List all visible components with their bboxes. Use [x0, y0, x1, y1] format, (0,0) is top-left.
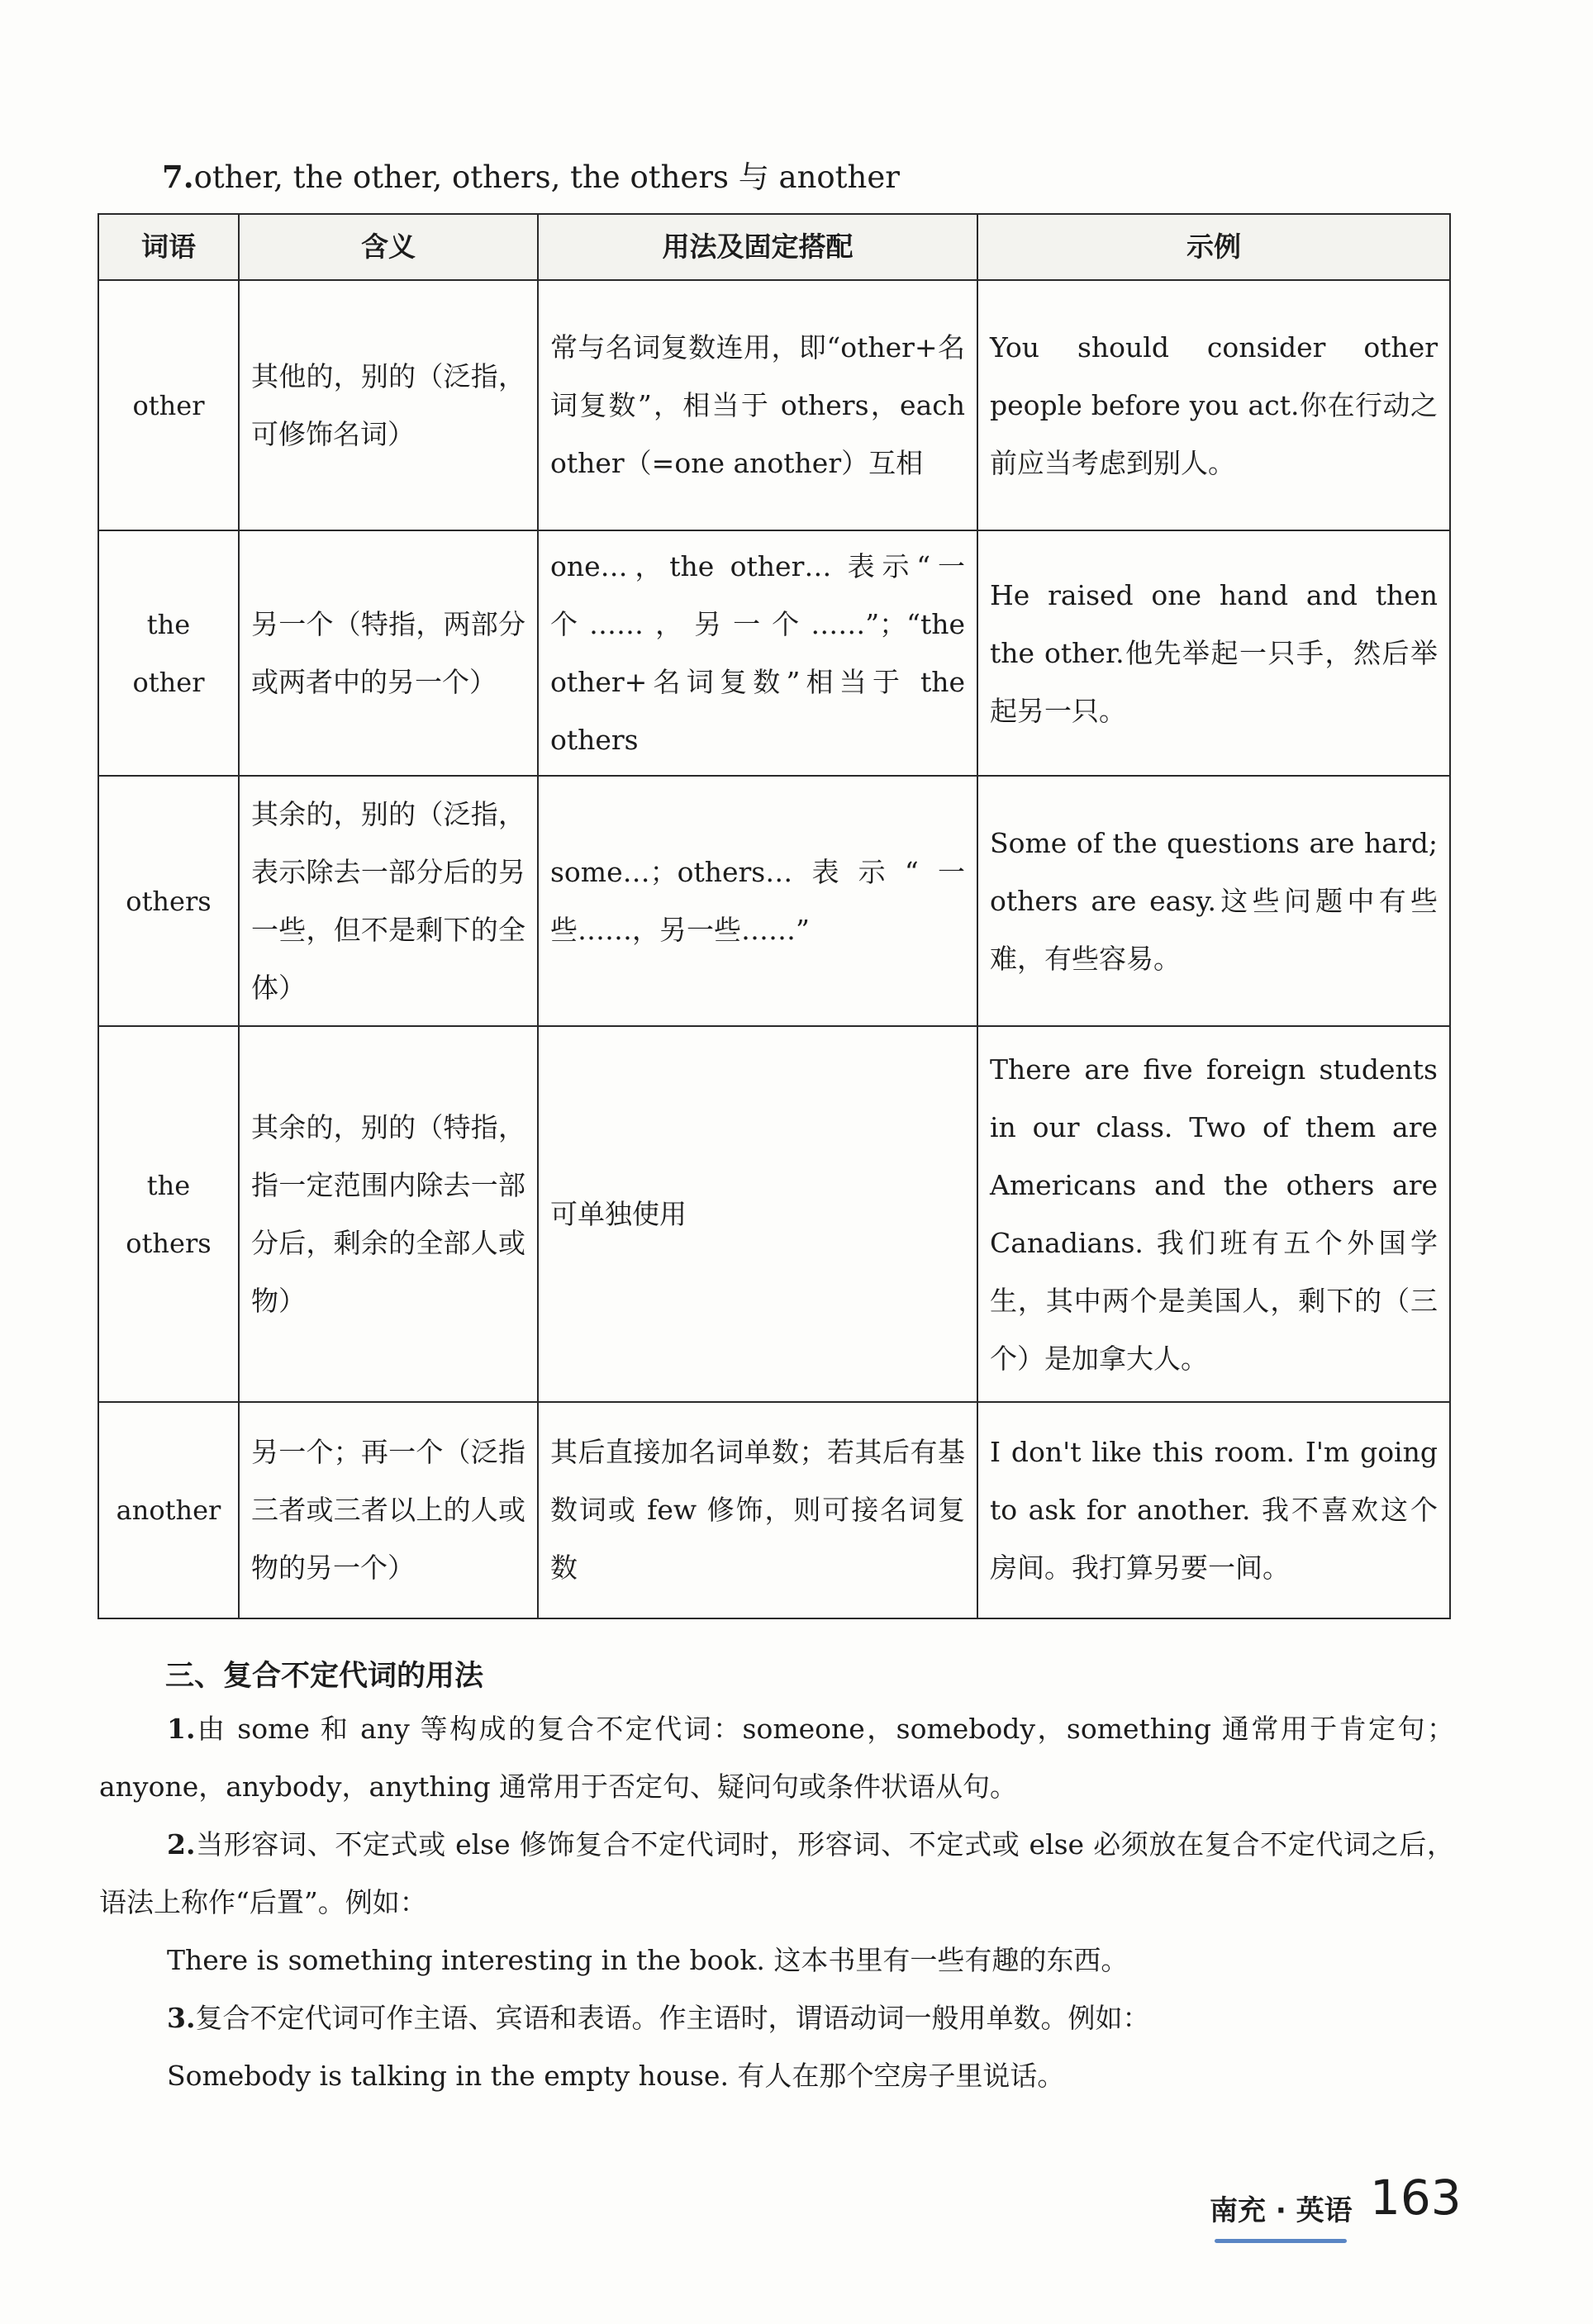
table-header-row: [98, 214, 1450, 280]
paragraph-2-number: 2.: [167, 1828, 196, 1861]
paragraph-1-text: 由 some 和 any 等构成的复合不定代词：someone，somebody，something 通常用于肯定句；anyone，anybody，anything 通常用于否定句、疑问句或条件状语从句。: [99, 1713, 1454, 1803]
row-meaning: 其余的，别的（泛指，表示除去一部分后的另一些，但不是剩下的全体）: [239, 776, 538, 1026]
row-word: other: [98, 280, 239, 530]
row-meaning: 其余的，别的（特指，指一定范围内除去一部分后，剩余的全部人或物）: [239, 1026, 538, 1402]
row-example: Some of the questions are hard; others are easy.这些问题中有些难，有些容易。: [977, 776, 1450, 1026]
paragraph-3-text: 复合不定代词可作主语、宾语和表语。作主语时，谓语动词一般用单数。例如：: [195, 2002, 1150, 2034]
row-example: There are five foreign students in our class. Two of them are Americans and the others are Canadians. 我们班有五个外国学生，其中两个是美国人，剩下的（三个）是加拿大人。: [977, 1026, 1450, 1402]
paragraph-3-number: 3.: [167, 2002, 196, 2034]
footer-label: 南充 · 英语: [1210, 2194, 1353, 2227]
row-meaning: 另一个；再一个（泛指三者或三者以上的人或物的另一个）: [239, 1402, 538, 1618]
header-meaning: 含义: [239, 214, 538, 280]
row-usage: some…；others…表示“一些……，另一些……”: [538, 776, 977, 1026]
paragraph-3: [99, 1989, 1454, 2047]
row-word: the other: [98, 530, 239, 776]
page-number: 163: [1370, 2170, 1462, 2226]
header-word: 词语: [98, 214, 239, 280]
row-example: He raised one hand and then the other.他先举起一只手，然后举起另一只。: [977, 530, 1450, 776]
section-7-number: 7.: [162, 159, 194, 195]
table-row: [98, 530, 1450, 776]
table-row: [98, 1026, 1450, 1402]
row-example: I don't like this room. I'm going to ask for another. 我不喜欢这个房间。我打算另要一间。: [977, 1402, 1450, 1618]
pronoun-comparison-table: [97, 213, 1451, 1619]
row-usage: 常与名词复数连用，即“other+名词复数”，相当于 others，each other（=one another）互相: [538, 280, 977, 530]
paragraph-1: [99, 1700, 1454, 1816]
row-usage: 可单独使用: [538, 1026, 977, 1402]
row-word: others: [98, 776, 239, 1026]
header-usage: 用法及固定搭配: [538, 214, 977, 280]
row-word: the others: [98, 1026, 239, 1402]
paragraph-1-number: 1.: [167, 1713, 196, 1745]
section-7-title: other, the other, others, the others 与 another: [193, 159, 900, 195]
paragraph-2: [99, 1816, 1454, 1932]
footer-accent-line: [1215, 2239, 1347, 2243]
row-meaning: 另一个（特指，两部分或两者中的另一个）: [239, 530, 538, 776]
section-3-heading: 三、复合不定代词的用法: [165, 1660, 484, 1693]
table-row: [98, 280, 1450, 530]
example-3: Somebody is talking in the empty house. 有人在那个空房子里说话。: [167, 2060, 1065, 2092]
paragraph-2-text: 当形容词、不定式或 else 修饰复合不定代词时，形容词、不定式或 else 必须放在复合不定代词之后，语法上称作“后置”。例如：: [99, 1828, 1454, 1918]
row-usage: one…，the other… 表示“一个……，另一个……”；“the other+名词复数”相当于 the others: [538, 530, 977, 776]
section-7-heading: [162, 152, 900, 197]
example-2: There is something interesting in the book. 这本书里有一些有趣的东西。: [167, 1944, 1129, 1976]
table-row: [98, 1402, 1450, 1618]
header-example: 示例: [977, 214, 1450, 280]
row-usage: 其后直接加名词单数；若其后有基数词或 few 修饰，则可接名词复数: [538, 1402, 977, 1618]
row-word: another: [98, 1402, 239, 1618]
row-meaning: 其他的，别的（泛指，可修饰名词）: [239, 280, 538, 530]
row-example: You should consider other people before you act.你在行动之前应当考虑到别人。: [977, 280, 1450, 530]
table-row: [98, 776, 1450, 1026]
